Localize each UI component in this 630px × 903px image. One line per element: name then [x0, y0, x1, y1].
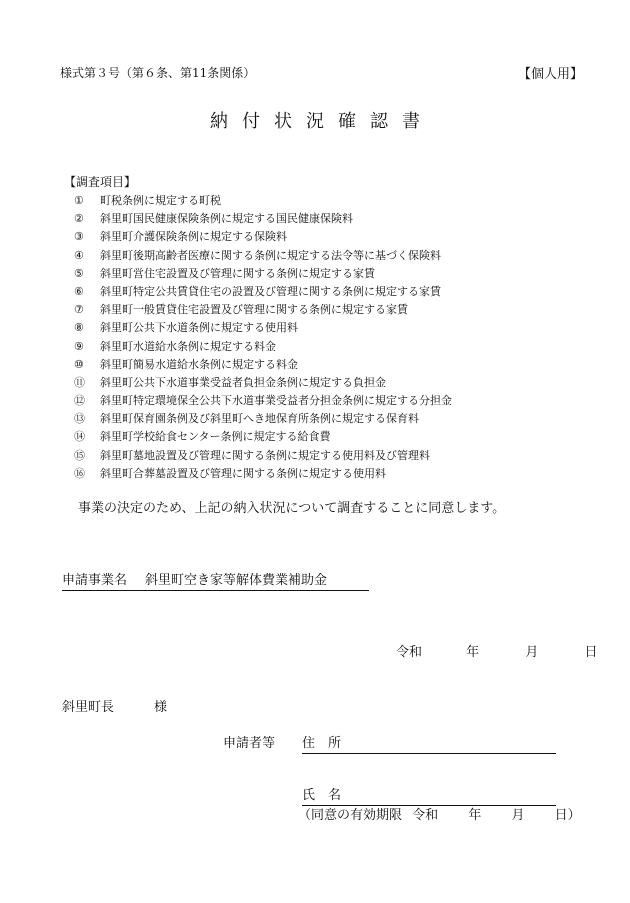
list-item	[74, 465, 452, 483]
item-number: ⑬	[74, 412, 85, 426]
list-item	[74, 301, 452, 319]
list-item	[74, 374, 452, 392]
item-number: ⑥	[74, 284, 84, 298]
date-year-label: 年	[466, 645, 480, 660]
address-label: 住 所	[302, 736, 342, 751]
item-number: ⑪	[74, 375, 85, 389]
date-era: 令和	[396, 645, 423, 660]
item-text: 斜里町合葬墓設置及び管理に関する条例に規定する使用料	[100, 466, 386, 480]
item-number: ⑯	[74, 466, 85, 480]
validity-era: 令和	[412, 808, 439, 823]
item-text: 斜里町保育園条例及び斜里町へき地保育所条例に規定する保育料	[100, 412, 419, 426]
list-item	[74, 210, 452, 228]
list-item	[74, 192, 452, 210]
list-item	[74, 356, 452, 374]
consent-statement: 事業の決定のため、上記の納入状況について調査することに同意します。	[78, 501, 506, 516]
item-number: ⑧	[74, 321, 84, 335]
date-month-label: 月	[525, 645, 539, 660]
project-name-value: 斜里町空き家等解体費業補助金	[145, 573, 328, 588]
list-item	[74, 428, 452, 446]
item-text: 斜里町公共下水道事業受益者負担金条例に規定する負担金	[100, 375, 386, 389]
list-item	[74, 247, 452, 265]
item-text: 町税条例に規定する町税	[100, 194, 221, 207]
list-item	[74, 392, 452, 410]
list-item	[74, 283, 452, 301]
list-item	[74, 447, 452, 465]
addressee-name: 斜里町長	[62, 700, 115, 715]
item-number: ⑤	[74, 266, 84, 280]
item-number: ⑮	[74, 448, 85, 462]
list-item	[74, 319, 452, 337]
item-text: 斜里町公共下水道条例に規定する使用料	[100, 321, 298, 335]
item-number: ④	[74, 248, 84, 262]
items-heading: 【調査項目】	[64, 175, 137, 189]
survey-items-list	[74, 192, 452, 483]
project-name-label: 申請事業名	[62, 573, 128, 588]
consent-validity-period	[298, 804, 581, 823]
item-number: ②	[74, 212, 84, 226]
item-text: 斜里町簡易水道給水条例に規定する料金	[100, 357, 298, 371]
item-text: 斜里町特定公共賃貸住宅の設置及び管理に関する条例に規定する家賃	[100, 284, 441, 298]
list-item	[74, 338, 452, 356]
item-text: 斜里町一般賃貸住宅設置及び管理に関する条例に規定する家賃	[100, 303, 408, 317]
item-number: ⑦	[74, 303, 84, 317]
list-item	[74, 265, 452, 283]
item-number: ⑫	[74, 394, 85, 408]
item-text: 斜里町水道給水条例に規定する料金	[100, 339, 276, 353]
item-text: 斜里町後期高齢者医療に関する条例に規定する法令等に基づく保険料	[100, 248, 441, 262]
validity-day-label: 日）	[554, 808, 581, 823]
date-day-label: 日	[584, 645, 598, 660]
item-number: ⑭	[74, 430, 85, 444]
item-text: 斜里町特定環境保全公共下水道事業受益者分担金条例に規定する分担金	[100, 394, 452, 408]
item-text: 斜里町墓地設置及び管理に関する条例に規定する使用料及び管理料	[100, 448, 430, 462]
name-label: 氏 名	[302, 788, 342, 803]
document-title: 納付状況確認書	[210, 111, 434, 132]
item-text: 斜里町営住宅設置及び管理に関する条例に規定する家賃	[100, 266, 375, 280]
validity-open: （同意の有効期限	[298, 808, 403, 823]
usage-type-label: 【個人用】	[517, 67, 583, 82]
item-text: 斜里町介護保険条例に規定する保険料	[100, 230, 287, 244]
name-field[interactable]	[302, 784, 556, 806]
item-number: ⑨	[74, 339, 84, 353]
addressee-honorific: 様	[154, 700, 168, 715]
item-text: 斜里町学校給食センター条例に規定する給食費	[100, 430, 331, 444]
item-text: 斜里町国民健康保険条例に規定する国民健康保険料	[100, 212, 353, 226]
list-item	[74, 410, 452, 428]
project-name-field	[62, 569, 369, 591]
item-number: ⑩	[74, 357, 84, 371]
form-number: 様式第３号（第６条、第11条関係）	[60, 66, 256, 80]
validity-month-label: 月	[511, 808, 525, 823]
item-number: ③	[74, 230, 84, 244]
applicant-label: 申請者等	[223, 736, 276, 751]
list-item	[74, 228, 452, 246]
address-field[interactable]	[302, 732, 556, 754]
addressee	[62, 696, 167, 715]
application-date	[396, 641, 597, 660]
item-number: ①	[74, 194, 84, 207]
validity-year-label: 年	[468, 808, 482, 823]
